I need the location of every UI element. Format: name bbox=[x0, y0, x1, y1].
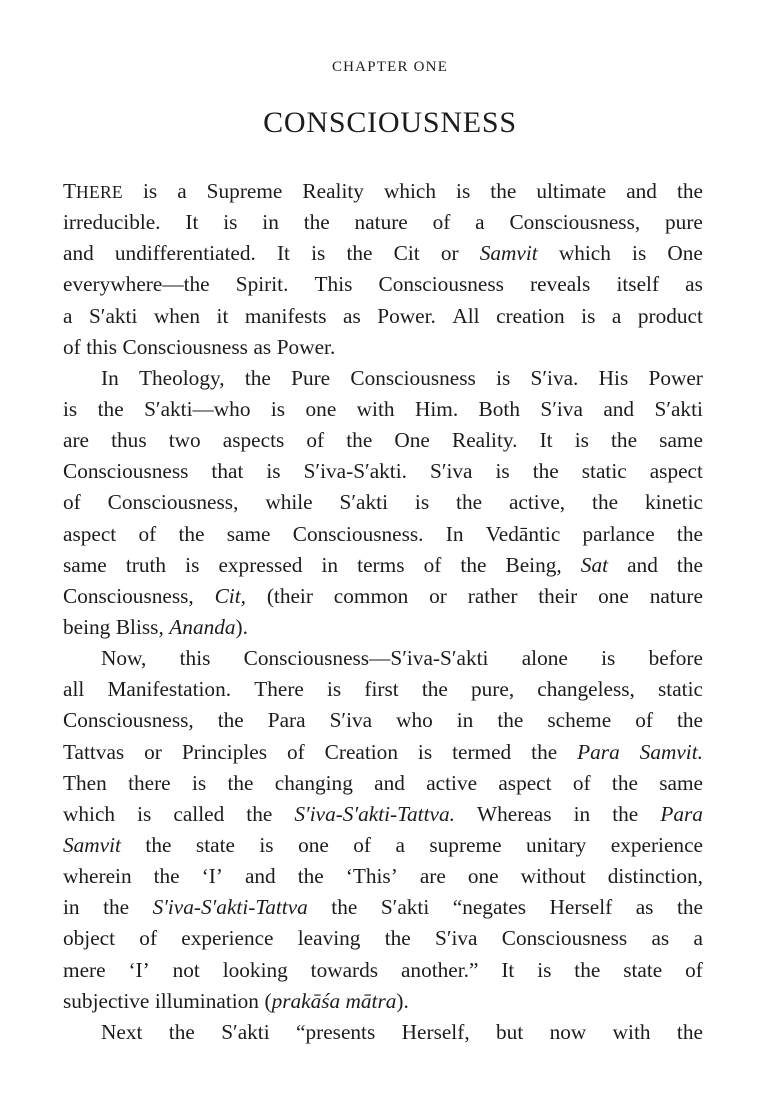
word: Tattvas bbox=[63, 739, 125, 764]
word: is bbox=[266, 459, 281, 484]
word: one bbox=[467, 864, 499, 889]
text-line bbox=[63, 332, 703, 363]
word: and bbox=[627, 552, 658, 577]
word: same bbox=[63, 552, 107, 577]
word: a bbox=[611, 303, 622, 328]
text-line bbox=[63, 830, 703, 861]
word: as bbox=[651, 926, 670, 951]
word: experience bbox=[610, 832, 703, 857]
word: which bbox=[63, 801, 116, 826]
word: another.” bbox=[400, 957, 479, 982]
word: is bbox=[537, 957, 552, 982]
word: or bbox=[144, 739, 162, 764]
word: expressed bbox=[218, 552, 303, 577]
word: leaving bbox=[297, 926, 361, 951]
word: Then bbox=[63, 770, 107, 795]
word: the bbox=[145, 832, 172, 857]
text-line bbox=[63, 519, 703, 550]
word: Para bbox=[267, 708, 306, 733]
word: Power. bbox=[377, 303, 436, 328]
word: changeless, bbox=[537, 677, 635, 702]
word: first bbox=[364, 677, 399, 702]
word: ‘This’ bbox=[345, 864, 398, 889]
word: same bbox=[659, 770, 703, 795]
word: Creation bbox=[324, 739, 398, 764]
word: a bbox=[693, 926, 703, 951]
word: the bbox=[297, 864, 324, 889]
word: and bbox=[626, 179, 657, 203]
text-line bbox=[63, 799, 703, 830]
word: irreducible. bbox=[63, 210, 161, 235]
word: Consciousness, bbox=[509, 210, 641, 235]
word: with bbox=[356, 396, 395, 421]
word: the bbox=[592, 490, 619, 515]
word: It bbox=[501, 957, 515, 982]
text-line bbox=[63, 238, 703, 269]
word: state bbox=[195, 832, 235, 857]
text-line bbox=[63, 363, 703, 394]
word: of bbox=[306, 428, 325, 453]
word: Pure bbox=[291, 365, 331, 390]
word: thus bbox=[111, 428, 147, 453]
word: Consciousness bbox=[122, 334, 248, 359]
word: the bbox=[103, 895, 130, 920]
word: while bbox=[265, 490, 313, 515]
word: of bbox=[572, 770, 591, 795]
word: the bbox=[421, 677, 448, 702]
text-line bbox=[63, 892, 703, 923]
word: This bbox=[314, 272, 353, 297]
text-line bbox=[63, 737, 703, 768]
word: pure bbox=[665, 210, 703, 235]
word: the bbox=[676, 521, 703, 546]
word: It bbox=[276, 241, 290, 266]
text-line bbox=[63, 986, 703, 1017]
word: is bbox=[414, 490, 430, 515]
word: S′akti bbox=[654, 396, 703, 421]
word: the bbox=[217, 708, 244, 733]
word: Both bbox=[478, 396, 520, 421]
word: now bbox=[549, 1019, 587, 1044]
word: of bbox=[685, 957, 703, 982]
word: the bbox=[384, 926, 411, 951]
word: Spirit. bbox=[235, 272, 289, 297]
word: static bbox=[581, 459, 627, 484]
word: the bbox=[612, 801, 639, 826]
word: truth bbox=[125, 552, 167, 577]
paragraph bbox=[63, 643, 703, 1017]
word: “negates bbox=[452, 895, 527, 920]
word: rather bbox=[467, 583, 518, 608]
word: Being, bbox=[505, 552, 562, 577]
paragraph bbox=[63, 1017, 703, 1048]
word: ‘I’ bbox=[128, 957, 150, 982]
word: is bbox=[270, 396, 286, 421]
word: in bbox=[321, 552, 339, 577]
word: Ananda). bbox=[169, 614, 248, 639]
word: nature bbox=[354, 210, 408, 235]
word: Reality. bbox=[452, 428, 518, 453]
text-line bbox=[63, 768, 703, 799]
word: Consciousness, bbox=[63, 708, 194, 733]
word: of bbox=[432, 210, 451, 235]
word: In bbox=[101, 365, 119, 390]
word: of bbox=[635, 708, 653, 733]
word: all bbox=[63, 677, 85, 702]
text-line bbox=[63, 425, 703, 456]
word: as bbox=[635, 895, 654, 920]
word: His bbox=[598, 365, 629, 390]
word: One bbox=[394, 428, 430, 453]
text-line bbox=[63, 301, 703, 332]
word: creation bbox=[496, 303, 565, 328]
word: Supreme bbox=[206, 179, 283, 203]
word: the bbox=[331, 895, 358, 920]
word: distinction, bbox=[607, 864, 703, 889]
body-text bbox=[63, 176, 703, 1048]
word: or bbox=[429, 583, 447, 608]
word: the bbox=[456, 490, 483, 515]
word: Principles bbox=[181, 739, 268, 764]
word: Vedāntic bbox=[485, 521, 561, 546]
word: the bbox=[178, 521, 205, 546]
word: same bbox=[659, 428, 703, 453]
word: termed bbox=[452, 739, 512, 764]
chapter-title: CONSCIOUSNESS bbox=[263, 106, 517, 139]
word: In bbox=[445, 521, 464, 546]
word: experience bbox=[181, 926, 274, 951]
word: S′akti—who bbox=[144, 396, 251, 421]
word: terms bbox=[357, 552, 405, 577]
word: of bbox=[423, 552, 442, 577]
word: but bbox=[496, 1019, 524, 1044]
text-line bbox=[63, 1017, 703, 1048]
word: Now, bbox=[101, 646, 147, 671]
word: S′iva bbox=[429, 459, 473, 484]
text-line bbox=[63, 923, 703, 954]
word: the bbox=[531, 739, 558, 764]
word: the bbox=[490, 179, 517, 203]
word: active, bbox=[508, 490, 566, 515]
word: is bbox=[495, 459, 510, 484]
word: is bbox=[311, 241, 326, 266]
word: mere bbox=[63, 957, 106, 982]
word: Herself, bbox=[401, 1019, 470, 1044]
word: state bbox=[623, 957, 663, 982]
word: and bbox=[603, 396, 635, 421]
word: the bbox=[497, 708, 524, 733]
word: the bbox=[153, 864, 180, 889]
word: towards bbox=[310, 957, 379, 982]
word: Bliss, bbox=[115, 614, 164, 639]
word: in bbox=[456, 708, 474, 733]
word: subjective bbox=[63, 988, 150, 1013]
word: S′iva. bbox=[530, 365, 579, 390]
word: the bbox=[246, 801, 273, 826]
word: without bbox=[520, 864, 586, 889]
word: Reality bbox=[302, 179, 364, 203]
chapter-label: CHAPTER ONE bbox=[331, 59, 449, 75]
word: It bbox=[185, 210, 199, 235]
word: a bbox=[177, 179, 187, 203]
word: which bbox=[558, 241, 611, 266]
text-line bbox=[63, 269, 703, 300]
word: Power. bbox=[276, 334, 336, 359]
word: aspects bbox=[222, 428, 285, 453]
word: is bbox=[137, 801, 152, 826]
text-line bbox=[63, 550, 703, 581]
word: reveals bbox=[530, 272, 591, 297]
word: one bbox=[305, 396, 337, 421]
word: changing bbox=[274, 770, 353, 795]
word: ultimate bbox=[536, 179, 607, 203]
word: of bbox=[139, 926, 158, 951]
word: is bbox=[601, 646, 616, 671]
word: Consciousness bbox=[63, 459, 189, 484]
word: who bbox=[396, 708, 433, 733]
word: nature bbox=[649, 583, 703, 608]
word: in bbox=[63, 895, 80, 920]
word: itself bbox=[616, 272, 660, 297]
word: the bbox=[303, 210, 330, 235]
word: when bbox=[153, 303, 201, 328]
text-line bbox=[63, 861, 703, 892]
word: being bbox=[63, 614, 111, 639]
word: It bbox=[539, 428, 553, 453]
word: common bbox=[333, 583, 409, 608]
word: Next bbox=[101, 1019, 143, 1044]
text-line bbox=[63, 643, 703, 674]
word: Samvit bbox=[63, 832, 121, 857]
word: two bbox=[168, 428, 201, 453]
word: their bbox=[538, 583, 578, 608]
word: manifests bbox=[244, 303, 327, 328]
word: a bbox=[475, 210, 485, 235]
word: ‘I’ bbox=[201, 864, 223, 889]
word: with bbox=[612, 1019, 651, 1044]
word: S′iva bbox=[434, 926, 478, 951]
word: that bbox=[211, 459, 244, 484]
word: S′iva bbox=[540, 396, 583, 421]
paragraph bbox=[63, 176, 703, 363]
word: S′iva-S′akti-Tattva bbox=[152, 895, 308, 920]
word: Power bbox=[648, 365, 703, 390]
word: Consciousness bbox=[350, 365, 476, 390]
word: the bbox=[676, 708, 703, 733]
text-line bbox=[63, 456, 703, 487]
word: the bbox=[676, 552, 703, 577]
word: Para bbox=[577, 739, 620, 764]
word: the bbox=[611, 428, 638, 453]
word: is bbox=[259, 832, 274, 857]
word: S′akti bbox=[339, 490, 388, 515]
word: as bbox=[685, 272, 703, 297]
word: Herself bbox=[549, 895, 613, 920]
word: which bbox=[383, 179, 437, 203]
word: in bbox=[262, 210, 279, 235]
word: S′akti bbox=[380, 895, 430, 920]
word: object bbox=[63, 926, 116, 951]
word: is bbox=[223, 210, 238, 235]
word: called bbox=[173, 801, 225, 826]
word: the bbox=[346, 428, 373, 453]
word: All bbox=[452, 303, 480, 328]
word: is bbox=[581, 303, 596, 328]
word: product bbox=[637, 303, 703, 328]
word: S′iva-S′akti. bbox=[303, 459, 407, 484]
word: or bbox=[440, 241, 459, 266]
word: One bbox=[667, 241, 703, 266]
word: in bbox=[573, 801, 591, 826]
word: (prakāśa mātra). bbox=[264, 988, 409, 1013]
word: before bbox=[648, 646, 703, 671]
word: of bbox=[286, 739, 305, 764]
word: scheme bbox=[547, 708, 612, 733]
word: Consciousness—S′iva-S′akti bbox=[243, 646, 489, 671]
word: “presents bbox=[296, 1019, 376, 1044]
word: Consciousness, bbox=[107, 490, 239, 515]
word: is bbox=[327, 677, 342, 702]
word: is bbox=[574, 428, 589, 453]
word: (their bbox=[266, 583, 313, 608]
word: are bbox=[63, 428, 89, 453]
word: Whereas bbox=[477, 801, 552, 826]
word: and bbox=[63, 241, 94, 266]
word: There bbox=[254, 677, 304, 702]
word: as bbox=[253, 334, 272, 359]
word: the bbox=[676, 895, 703, 920]
word: Cit, bbox=[214, 583, 246, 608]
word: kinetic bbox=[644, 490, 703, 515]
word: Theology, bbox=[139, 365, 225, 390]
word: this bbox=[86, 334, 118, 359]
word: it bbox=[216, 303, 229, 328]
word: the bbox=[244, 365, 271, 390]
word: the bbox=[611, 770, 638, 795]
word: the bbox=[676, 179, 703, 203]
word: the bbox=[97, 396, 124, 421]
word: the bbox=[346, 241, 373, 266]
word: Manifestation. bbox=[107, 677, 232, 702]
word: is bbox=[456, 179, 471, 203]
word: aspect bbox=[63, 521, 117, 546]
word: not bbox=[172, 957, 200, 982]
word: of bbox=[63, 334, 81, 359]
word: is bbox=[191, 770, 207, 795]
word: S′akti bbox=[221, 1019, 270, 1044]
word: parlance bbox=[582, 521, 655, 546]
word: alone bbox=[521, 646, 568, 671]
word: looking bbox=[222, 957, 288, 982]
word: Cit bbox=[393, 241, 420, 266]
word: and bbox=[244, 864, 276, 889]
word: wherein bbox=[63, 864, 132, 889]
word: illumination bbox=[154, 988, 259, 1013]
text-line bbox=[63, 581, 703, 612]
text-line bbox=[63, 487, 703, 518]
word: Samvit bbox=[479, 241, 538, 266]
word: supreme bbox=[429, 832, 502, 857]
word: this bbox=[179, 646, 211, 671]
word: same bbox=[226, 521, 271, 546]
word: of bbox=[353, 832, 372, 857]
word: is bbox=[632, 241, 647, 266]
word: there bbox=[128, 770, 171, 795]
paragraph bbox=[63, 363, 703, 643]
word: one bbox=[598, 583, 629, 608]
word: Consciousness, bbox=[63, 583, 194, 608]
word: of bbox=[63, 490, 81, 515]
word: and bbox=[374, 770, 405, 795]
text-line bbox=[63, 705, 703, 736]
word: S′iva-S′akti-Tattva. bbox=[294, 801, 455, 826]
word: Para bbox=[660, 801, 703, 826]
word: pure, bbox=[470, 677, 515, 702]
word: the bbox=[227, 770, 254, 795]
word: Samvit. bbox=[639, 739, 703, 764]
word: Consciousness bbox=[501, 926, 628, 951]
word: the bbox=[460, 552, 487, 577]
word: the bbox=[532, 459, 559, 484]
word: Sat bbox=[580, 552, 609, 577]
word: the bbox=[676, 1019, 703, 1044]
word: aspect bbox=[649, 459, 703, 484]
word: is bbox=[142, 179, 158, 203]
word: undifferentiated. bbox=[114, 241, 256, 266]
word: the bbox=[168, 1019, 195, 1044]
word: aspect bbox=[498, 770, 552, 795]
text-line bbox=[63, 176, 703, 207]
text-line bbox=[63, 207, 703, 238]
word: Consciousness bbox=[378, 272, 504, 297]
word: THERE bbox=[63, 179, 123, 203]
word: static bbox=[658, 677, 703, 702]
word: as bbox=[343, 303, 361, 328]
word: everywhere—the bbox=[63, 272, 210, 297]
word: is bbox=[417, 739, 433, 764]
word: is bbox=[63, 396, 78, 421]
word: S′akti bbox=[88, 303, 138, 328]
word: Him. bbox=[414, 396, 459, 421]
word: Consciousness. bbox=[292, 521, 424, 546]
word: a bbox=[63, 303, 73, 328]
word: a bbox=[395, 832, 405, 857]
word: one bbox=[298, 832, 329, 857]
word: is bbox=[185, 552, 200, 577]
text-line bbox=[63, 394, 703, 425]
word: S′iva bbox=[329, 708, 373, 733]
word: unitary bbox=[525, 832, 587, 857]
word: are bbox=[419, 864, 446, 889]
word: active bbox=[426, 770, 478, 795]
word: the bbox=[574, 957, 601, 982]
word: is bbox=[496, 365, 511, 390]
text-line bbox=[63, 674, 703, 705]
text-line bbox=[63, 612, 703, 643]
text-line bbox=[63, 955, 703, 986]
word: of bbox=[138, 521, 157, 546]
